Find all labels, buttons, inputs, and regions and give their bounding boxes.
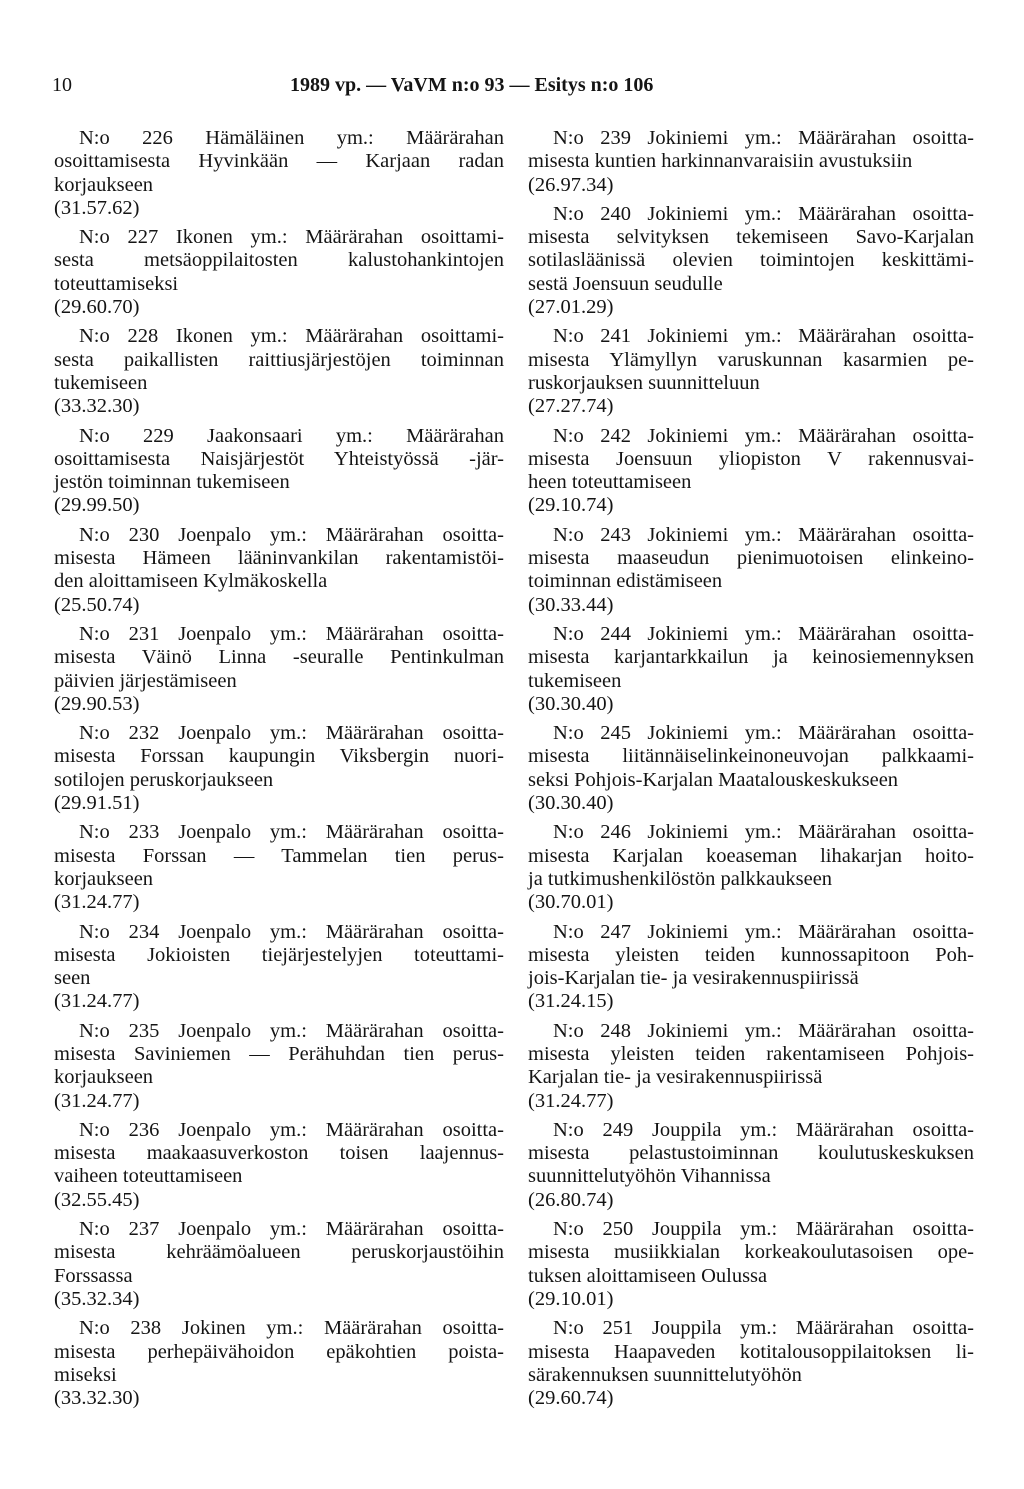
entry-text-line: misesta yleisten teiden kunnossapitoon Poh- — [528, 943, 974, 966]
entry-text-line: tukemiseen — [54, 371, 148, 394]
entry-text-line: ruskorjauksen suunnitteluun — [528, 371, 760, 394]
entry-text-line: päivien järjestämiseen — [54, 669, 237, 692]
right-column — [528, 127, 974, 1416]
entry-heading-line: N:o 234 Joenpalo ym.: Määrärahan osoitta- — [79, 920, 504, 943]
entry-text-line: misesta liitännäiselinkeinoneuvojan palkkaami- — [528, 745, 974, 768]
entry-text-line: ja tutkimushenkilöstön palkkaukseen — [528, 867, 833, 890]
entry-text-line: misesta perhepäivähoidon epäkohtien poista- — [54, 1340, 504, 1363]
motion-entry — [528, 203, 974, 319]
entry-text-line: sestä Joensuun seudulle — [528, 272, 723, 295]
entry-text-line: Karjalan tie- ja vesirakennuspiirissä — [528, 1066, 823, 1089]
budget-item-code: (31.24.77) — [54, 990, 140, 1013]
motion-entry — [528, 425, 974, 518]
entry-heading-line: N:o 235 Joenpalo ym.: Määrärahan osoitta- — [79, 1019, 504, 1042]
budget-item-code: (26.80.74) — [528, 1188, 614, 1211]
entry-heading-line: N:o 245 Jokiniemi ym.: Määrärahan osoitta- — [553, 722, 974, 745]
motion-entry — [54, 623, 504, 716]
motion-entry — [54, 127, 504, 220]
budget-item-code: (29.99.50) — [54, 494, 140, 517]
entry-text-line: tukemiseen — [528, 669, 622, 692]
entry-heading-line: N:o 240 Jokiniemi ym.: Määrärahan osoitta- — [553, 202, 974, 225]
entry-text-line: sesta metsäoppilaitosten kalustohankintojen — [54, 249, 504, 272]
entry-text-line: korjaukseen — [54, 1066, 154, 1089]
entry-text-line: osoittamisesta Hyvinkään — Karjaan radan — [54, 150, 504, 173]
budget-item-code: (29.10.74) — [528, 494, 614, 517]
budget-item-code: (27.01.29) — [528, 296, 614, 319]
entry-heading-line: N:o 244 Jokiniemi ym.: Määrärahan osoitta- — [553, 622, 974, 645]
motion-entry — [54, 921, 504, 1014]
entry-text-line: misesta Saviniemen — Perähuhdan tien perus- — [54, 1042, 504, 1065]
entry-text-line: jestön toiminnan tukemiseen — [54, 471, 290, 494]
entry-text-line: sotilasläänissä olevien toimintojen keskittämi- — [528, 249, 974, 272]
entry-text-line: toiminnan edistämiseen — [528, 570, 723, 593]
entry-text-line: osoittamisesta Naisjärjestöt Yhteistyössä -jär- — [54, 447, 504, 470]
motion-entry — [528, 921, 974, 1014]
motion-entry — [54, 325, 504, 418]
motion-entry — [54, 425, 504, 518]
entry-text-line: misesta kehräämöalueen peruskorjaustöihin — [54, 1241, 504, 1264]
motion-entry — [54, 821, 504, 914]
entry-text-line: vaiheen toteuttamiseen — [54, 1165, 243, 1188]
entry-text-line: misesta Forssan kaupungin Viksbergin nuori- — [54, 745, 504, 768]
entry-heading-line: N:o 247 Jokiniemi ym.: Määrärahan osoitta- — [553, 920, 974, 943]
entry-text-line: miseksi — [54, 1363, 117, 1386]
entry-heading-line: N:o 238 Jokinen ym.: Määrärahan osoitta- — [79, 1317, 504, 1340]
budget-item-code: (31.24.77) — [528, 1089, 614, 1112]
entry-text-line: misesta Haapaveden kotitalousoppilaitoksen li- — [528, 1340, 974, 1363]
page-header — [52, 74, 752, 104]
budget-item-code: (31.24.15) — [528, 990, 614, 1013]
motion-entry — [54, 1119, 504, 1212]
entry-heading-line: N:o 233 Joenpalo ym.: Määrärahan osoitta- — [79, 821, 504, 844]
budget-item-code: (25.50.74) — [54, 593, 140, 616]
motion-entry — [528, 1218, 974, 1311]
entry-text-line: jois-Karjalan tie- ja vesirakennuspiirissä — [528, 967, 859, 990]
entry-heading-line: N:o 227 Ikonen ym.: Määrärahan osoittami- — [79, 226, 504, 249]
entry-heading-line: N:o 242 Jokiniemi ym.: Määrärahan osoitta- — [553, 424, 974, 447]
budget-item-code: (31.24.77) — [54, 1089, 140, 1112]
entry-text-line: misesta Ylämyllyn varuskunnan kasarmien pe- — [528, 348, 974, 371]
entry-text-line: toteuttamiseksi — [54, 272, 179, 295]
entry-text-line: Forssassa — [54, 1264, 133, 1287]
running-title: 1989 vp. — VaVM n:o 93 — Esitys n:o 106 — [290, 74, 654, 96]
entry-text-line: misesta yleisten teiden rakentamiseen Pohjois- — [528, 1042, 974, 1065]
budget-item-code: (35.32.34) — [54, 1287, 140, 1310]
budget-item-code: (31.57.62) — [54, 196, 140, 219]
budget-item-code: (33.32.30) — [54, 1387, 140, 1410]
entry-text-line: misesta Karjalan koeaseman lihakarjan hoito- — [528, 844, 974, 867]
entry-text-line: misesta Forssan — Tammelan tien perus- — [54, 844, 504, 867]
entry-heading-line: N:o 232 Joenpalo ym.: Määrärahan osoitta- — [79, 722, 504, 745]
entry-heading-line: N:o 226 Hämäläinen ym.: Määrärahan — [79, 127, 504, 149]
entry-heading-line: N:o 246 Jokiniemi ym.: Määrärahan osoitta- — [553, 821, 974, 844]
entry-heading-line: N:o 231 Joenpalo ym.: Määrärahan osoitta- — [79, 622, 504, 645]
motion-entry — [528, 1020, 974, 1113]
entry-text-line: misesta selvityksen tekemiseen Savo-Karjalan — [528, 226, 974, 249]
motion-entry — [528, 524, 974, 617]
entry-text-line: tuksen aloittamiseen Oulussa — [528, 1264, 768, 1287]
motion-entry — [54, 1317, 504, 1410]
entry-heading-line: N:o 228 Ikonen ym.: Määrärahan osoittami- — [79, 325, 504, 348]
motion-entry — [528, 325, 974, 418]
motion-entry — [54, 226, 504, 319]
motion-entry — [54, 524, 504, 617]
entry-heading-line: N:o 237 Joenpalo ym.: Määrärahan osoitta- — [79, 1218, 504, 1241]
left-column — [54, 127, 504, 1416]
entry-heading-line: N:o 241 Jokiniemi ym.: Määrärahan osoitta- — [553, 325, 974, 348]
budget-item-code: (29.60.74) — [528, 1387, 614, 1410]
budget-item-code: (26.97.34) — [528, 173, 614, 196]
entry-text-line: suunnittelutyöhön Vihannissa — [528, 1165, 771, 1188]
entry-text-line: misesta Joensuun yliopiston V rakennusvai- — [528, 447, 974, 470]
entry-heading-line: N:o 243 Jokiniemi ym.: Määrärahan osoitta- — [553, 523, 974, 546]
entry-text-line: korjaukseen — [54, 173, 154, 196]
entry-heading-line: N:o 229 Jaakonsaari ym.: Määrärahan — [79, 424, 504, 447]
budget-item-code: (29.90.53) — [54, 692, 140, 715]
motion-entry — [528, 821, 974, 914]
entry-heading-line: N:o 230 Joenpalo ym.: Määrärahan osoitta- — [79, 523, 504, 546]
entry-text-line: misesta musiikkialan korkeakoulutasoisen ope- — [528, 1241, 974, 1264]
entry-text-line: sotilojen peruskorjaukseen — [54, 768, 274, 791]
entry-heading-line: N:o 239 Jokiniemi ym.: Määrärahan osoitta- — [553, 127, 974, 149]
entry-text-line: misesta maakaasuverkoston toisen laajennus- — [54, 1142, 504, 1165]
entry-text-line: seksi Pohjois-Karjalan Maatalouskeskukseen — [528, 768, 899, 791]
entry-heading-line: N:o 248 Jokiniemi ym.: Määrärahan osoitta- — [553, 1019, 974, 1042]
page-number: 10 — [52, 74, 72, 96]
entry-text-line: misesta pelastustoiminnan koulutuskeskuksen — [528, 1142, 974, 1165]
entry-text-line: särakennuksen suunnittelutyöhön — [528, 1363, 802, 1386]
entry-text-line: den aloittamiseen Kylmäkoskella — [54, 570, 328, 593]
budget-item-code: (30.70.01) — [528, 891, 614, 914]
motion-entry — [54, 1020, 504, 1113]
budget-item-code: (30.33.44) — [528, 593, 614, 616]
entry-text-line: misesta Hämeen lääninvankilan rakentamistöi- — [54, 547, 504, 570]
motion-entry — [528, 623, 974, 716]
entry-text-line: korjaukseen — [54, 867, 154, 890]
entry-heading-line: N:o 236 Joenpalo ym.: Määrärahan osoitta- — [79, 1118, 504, 1141]
budget-item-code: (32.55.45) — [54, 1188, 140, 1211]
entry-text-line: sesta paikallisten raittiusjärjestöjen toiminnan — [54, 348, 504, 371]
motion-entry — [54, 1218, 504, 1311]
budget-item-code: (29.60.70) — [54, 296, 140, 319]
entry-text-line: heen toteuttamiseen — [528, 471, 692, 494]
entry-text-line: misesta Väinö Linna -seuralle Pentinkulman — [54, 646, 504, 669]
entry-text-line: misesta karjantarkkailun ja keinosiemennyksen — [528, 646, 974, 669]
motion-entry — [54, 722, 504, 815]
budget-item-code: (33.32.30) — [54, 395, 140, 418]
budget-item-code: (29.91.51) — [54, 792, 140, 815]
motion-entry — [528, 127, 974, 197]
budget-item-code: (29.10.01) — [528, 1287, 614, 1310]
entry-text-line: seen — [54, 967, 91, 990]
motion-entry — [528, 722, 974, 815]
entry-text-line: misesta Jokioisten tiejärjestelyjen toteuttami- — [54, 943, 504, 966]
entry-heading-line: N:o 249 Jouppila ym.: Määrärahan osoitta- — [553, 1118, 974, 1141]
entry-text-line: misesta maaseudun pienimuotoisen elinkeino- — [528, 547, 974, 570]
motion-entry — [528, 1119, 974, 1212]
budget-item-code: (27.27.74) — [528, 395, 614, 418]
entry-text-line: misesta kuntien harkinnanvaraisiin avustuksiin — [528, 150, 913, 173]
entry-heading-line: N:o 251 Jouppila ym.: Määrärahan osoitta- — [553, 1317, 974, 1340]
entry-heading-line: N:o 250 Jouppila ym.: Määrärahan osoitta- — [553, 1218, 974, 1241]
budget-item-code: (30.30.40) — [528, 692, 614, 715]
motion-entry — [528, 1317, 974, 1410]
budget-item-code: (31.24.77) — [54, 891, 140, 914]
budget-item-code: (30.30.40) — [528, 792, 614, 815]
